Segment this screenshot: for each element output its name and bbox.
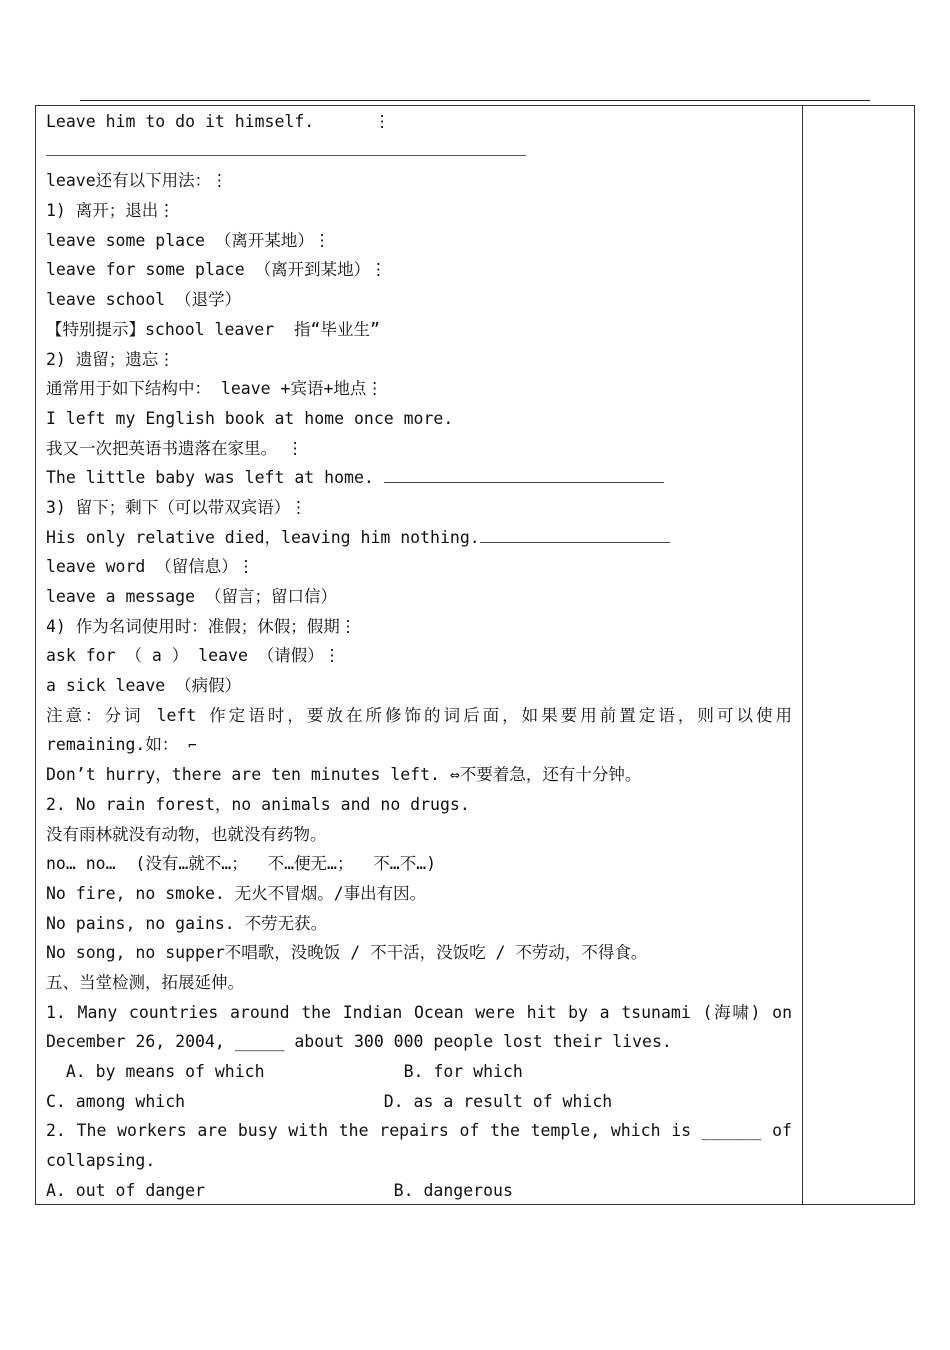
text-line: 我又一次把英语书遗落在家里。 ⋮ (46, 438, 304, 458)
line-text: remaining.如： (46, 735, 189, 755)
answer-blank (384, 466, 664, 483)
answer-blank (480, 526, 670, 543)
text-line: leave some place （离开某地）⋮ (46, 230, 331, 250)
text-line: 2) 遗留；遗忘⋮ (46, 349, 175, 369)
text-line: 注意：分词 left 作定语时，要放在所修饰的词后面，如果要用前置定语，则可以使用 (46, 705, 792, 725)
line-text: The little baby was left at home. (46, 468, 384, 488)
text-line: 3) 留下；剩下（可以带双宾语）⋮ (46, 497, 307, 517)
text-line: 通常用于如下结构中： leave +宾语+地点⋮ (46, 379, 383, 399)
text-line: 没有雨林就没有动物，也就没有药物。 (46, 824, 327, 844)
column-divider (802, 105, 803, 1205)
question-line: 2. The workers are busy with the repairs of the temple, which is ______ of (46, 1121, 792, 1141)
text-line: 【特别提示】school leaver 指“毕业生” (46, 319, 380, 339)
text-line: No fire, no smoke. 无火不冒烟。/事出有因。 (46, 883, 427, 903)
blank-rule (46, 137, 526, 156)
blank-rule-line (46, 137, 792, 167)
header-rule (80, 100, 870, 101)
text-line: Don’t hurry，there are ten minutes left. ⇔不要着急，还有十分钟。 (46, 765, 642, 785)
text-line-with-mark (46, 730, 792, 760)
text-line: No pains, no gains. 不劳无获。 (46, 913, 328, 933)
text-line-with-blank (46, 523, 792, 553)
text-line: no… no… (没有…就不…； 不…便无…； 不…不…) (46, 854, 437, 874)
bracket-mark: ⌐ (188, 738, 197, 755)
section-heading: 五、当堂检测，拓展延伸。 (46, 972, 244, 992)
line-text: His only relative died，leaving him nothing. (46, 527, 480, 547)
text-line-with-blank (46, 463, 792, 493)
option-line: A. by means of which B. for which (46, 1062, 523, 1081)
text-line: Leave him to do it himself. ⋮ (46, 112, 391, 131)
text-line: No song, no supper不唱歌，没晚饭 / 不干活，没饭吃 / 不劳动，不得食。 (46, 943, 648, 963)
text-line: ask for （ a ） leave （请假）⋮ (46, 646, 341, 666)
question-line: 1. Many countries around the Indian Ocean were hit by a tsunami (海啸) on (46, 1002, 792, 1022)
document-body (46, 107, 792, 1205)
option-line: A. out of danger B. dangerous (46, 1180, 513, 1200)
text-line: I left my English book at home once more. (46, 408, 454, 428)
text-line: 2. No rain forest，no animals and no drugs. (46, 794, 470, 814)
text-line: leave school （退学） (46, 290, 242, 310)
text-line: leave a message （留言；留口信） (46, 587, 337, 606)
question-line: collapsing. (46, 1151, 156, 1171)
text-line: a sick leave （病假） (46, 676, 242, 696)
text-line: leave还有以下用法：⋮ (46, 171, 228, 191)
text-line: 1) 离开；退出⋮ (46, 201, 175, 221)
text-line: 4) 作为名词使用时：准假；休假；假期⋮ (46, 616, 357, 636)
question-line: December 26, 2004, _____ about 300 000 people lost their lives. (46, 1032, 672, 1052)
text-line: leave for some place （离开到某地）⋮ (46, 260, 387, 280)
text-line: leave word （留信息）⋮ (46, 557, 255, 577)
option-line: C. among which D. as a result of which (46, 1091, 613, 1111)
